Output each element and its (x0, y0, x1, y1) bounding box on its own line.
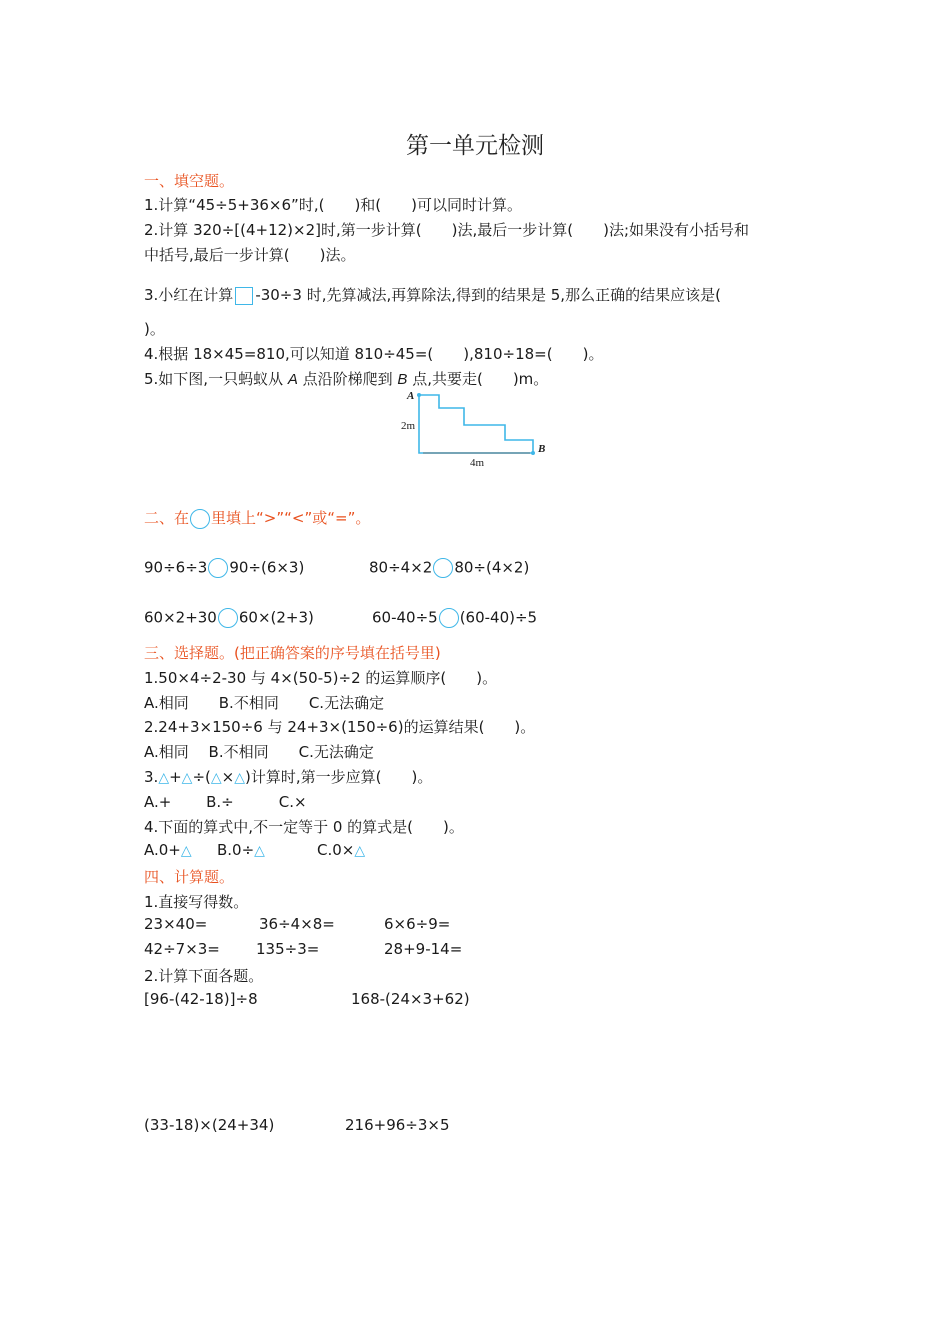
s1-q5-pre: 5.如下图,一只蚂蚁从 (144, 370, 288, 388)
compare-circle[interactable] (433, 558, 453, 578)
figure-label-a: A (407, 390, 415, 402)
s2-heading-post: 里填上“>”“<”或“=”。 (211, 509, 371, 527)
triangle-icon: △ (354, 843, 366, 859)
triangle-icon: △ (234, 770, 246, 786)
calc-r1-3: 6×6÷9= (384, 915, 451, 933)
s1-q3-pre: 3.小红在计算 (144, 286, 234, 304)
point-a-dot (417, 393, 421, 397)
section-4-heading: 四、计算题。 (144, 868, 235, 886)
compare-circle[interactable] (208, 558, 228, 578)
compare-r2c1: 60×2+30 60×(2+3) (144, 608, 314, 627)
calc-r1-2: 36÷4×8= (259, 915, 335, 933)
s3-q4-option-b: B.0÷△ (217, 841, 265, 859)
calc-r1-1: 23×40= (144, 915, 208, 933)
s3-question-1: 1.50×4÷2-30 与 4×(50-5)÷2 的运算顺序( )。 (144, 669, 498, 687)
s2-heading-pre: 二、在 (144, 509, 190, 527)
s1-q3-post: -30÷3 时,先算减法,再算除法,得到的结果是 5,那么正确的结果应该是( (255, 286, 721, 304)
circle-symbol (190, 509, 210, 529)
point-b-dot (531, 451, 535, 455)
calc-r2-3: 28+9-14= (384, 940, 463, 958)
compare-circle[interactable] (439, 608, 459, 628)
s3-question-3: 3.△+△÷(△×△)计算时,第一步应算( )。 (144, 768, 433, 786)
point-a-label: A (287, 371, 298, 388)
calc-r2-1: 42÷7×3= (144, 940, 220, 958)
expr-3: (33-18)×(24+34) (144, 1116, 275, 1134)
s3-q4-option-c: C.0×△ (317, 841, 366, 859)
s3-question-3-options: A.+ B.÷ C.× (144, 793, 307, 811)
s1-question-4: 4.根据 18×45=810,可以知道 810÷45=( ),810÷18=( )。 (144, 345, 604, 363)
compare-circle[interactable] (218, 608, 238, 628)
page-title: 第一单元检测 (406, 133, 544, 159)
triangle-icon: △ (181, 770, 193, 786)
s3-question-2: 2.24+3×150÷6 与 24+3×(150÷6)的运算结果( )。 (144, 718, 536, 736)
s4-question-1: 1.直接写得数。 (144, 893, 249, 911)
s4-question-2: 2.计算下面各题。 (144, 967, 264, 985)
triangle-icon: △ (158, 770, 170, 786)
expr-4: 216+96÷3×5 (345, 1116, 450, 1134)
compare-r2c2: 60-40÷5 (60-40)÷5 (372, 608, 538, 627)
triangle-icon: △ (254, 843, 265, 859)
s1-question-1: 1.计算“45÷5+36×6”时,( )和( )可以同时计算。 (144, 196, 522, 214)
calc-r2-2: 135÷3= (256, 940, 320, 958)
staircase-figure (395, 385, 560, 470)
section-3-heading: 三、选择题。(把正确答案的序号填在括号里) (144, 644, 441, 662)
expr-2: 168-(24×3+62) (351, 990, 470, 1008)
blank-box[interactable] (235, 287, 253, 305)
height-label: 2m (401, 420, 416, 432)
compare-r1c2: 80÷4×2 80÷(4×2) (369, 558, 530, 577)
figure-label-b: B (538, 443, 546, 455)
s1-question-2-line-2: 中括号,最后一步计算( )法。 (144, 246, 356, 264)
compare-r1c1: 90÷6÷3 90÷(6×3) (144, 558, 305, 577)
triangle-icon: △ (210, 770, 222, 786)
staircase-outline (419, 395, 533, 453)
s3-question-4: 4.下面的算式中,不一定等于 0 的算式是( )。 (144, 818, 464, 836)
section-1-heading: 一、填空题。 (144, 172, 235, 190)
point-b-label: B (397, 371, 408, 388)
section-2-heading (144, 507, 370, 529)
s1-q5-mid: 点沿阶梯爬到 (297, 370, 398, 388)
s3-question-1-options: A.相同 B.不相同 C.无法确定 (144, 694, 385, 712)
s1-question-2-line-1: 2.计算 320÷[(4+12)×2]时,第一步计算( )法,最后一步计算( )法;如果没有小括号和 (144, 221, 749, 239)
s1-question-3-line-1 (144, 284, 721, 305)
s1-q5-post: 点,共要走( )m。 (407, 370, 549, 388)
s3-q4-option-a: A.0+△ (144, 841, 192, 859)
s1-question-3-line-2: )。 (144, 320, 165, 338)
s3-question-2-options: A.相同 B.不相同 C.无法确定 (144, 743, 374, 761)
expr-1: [96-(42-18)]÷8 (144, 990, 258, 1008)
width-label: 4m (470, 457, 485, 469)
triangle-icon: △ (180, 843, 192, 859)
